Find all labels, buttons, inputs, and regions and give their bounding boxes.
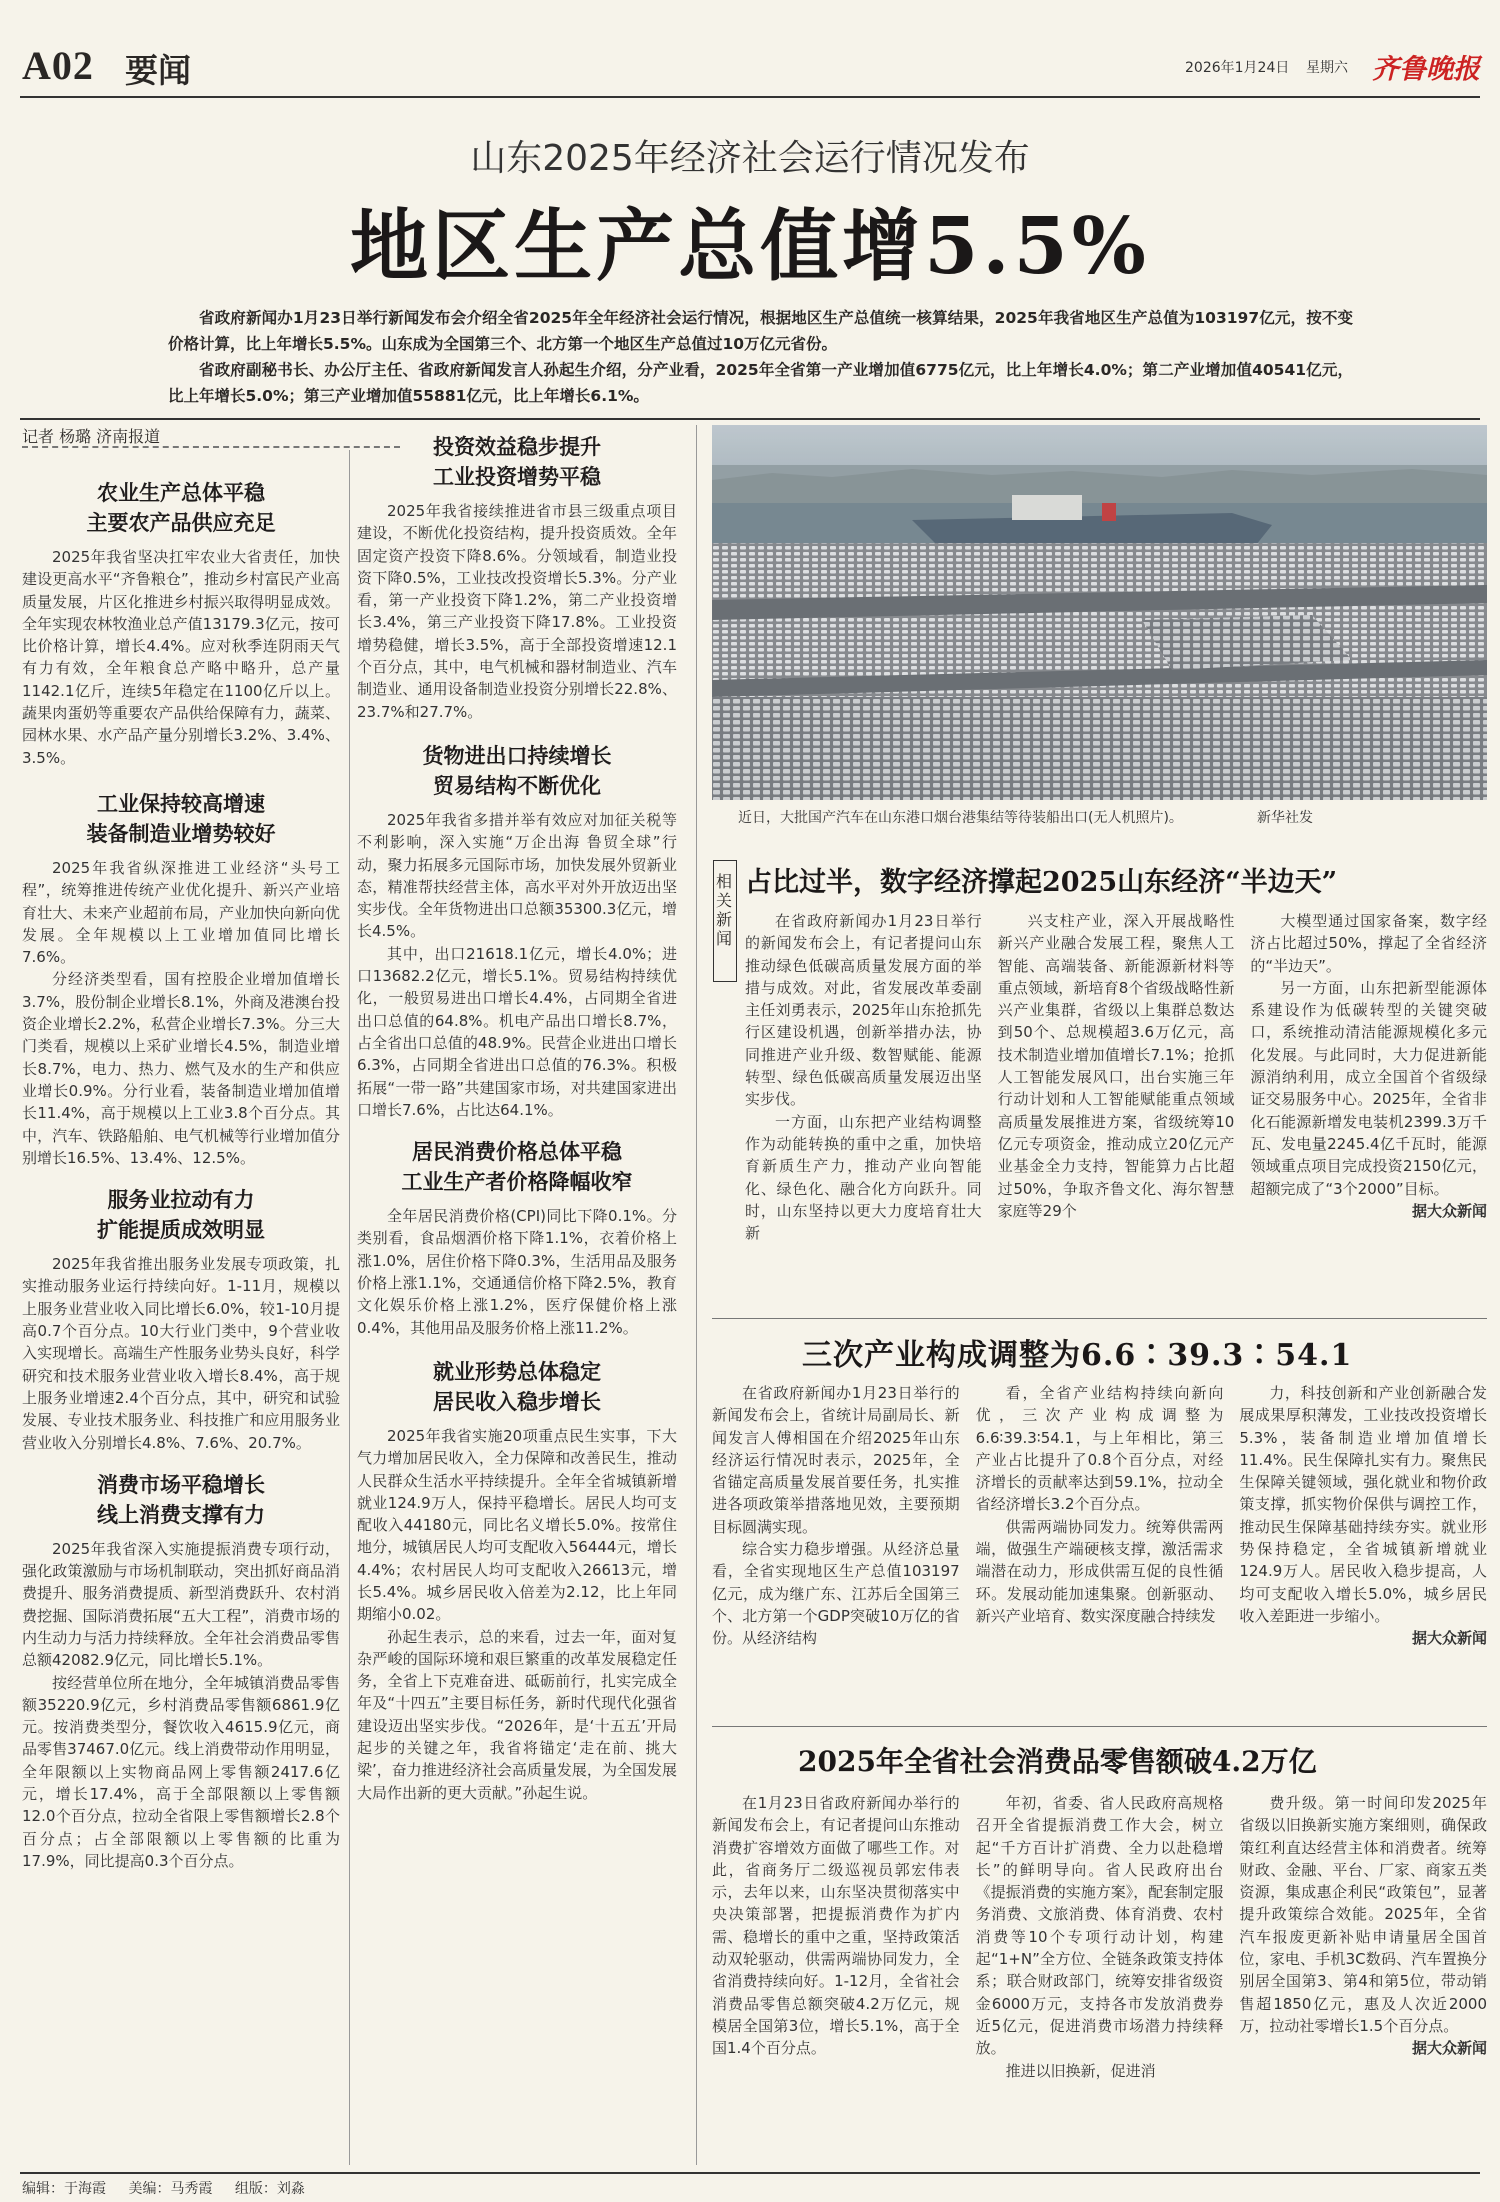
related-article-3 — [712, 1792, 1487, 2082]
source-credit: 据大众新闻 — [1412, 2039, 1488, 2058]
article-subsection — [22, 1185, 340, 1454]
page-number: A02 — [22, 43, 94, 88]
article-column-1 — [22, 478, 340, 1872]
related-headline-3: 2025年全省社会消费品零售额破4.2万亿 — [798, 1745, 1317, 1778]
body-paragraph: 2025年我省实施20项重点民生实事，下大气力增加居民收入，全力保障和改善民生，推动人民群众生活水平持续提升。全年全省城镇新增就业124.9万人，保持平稳增长。居民人均可支配收入44180元，同比名义增长5.0%。按常住地分，城镇居民人均可支配收入56444元，增长4.4%；农村居民人均可支配收入26613元，增长5.4%。城乡居民收入倍差为2.12，比上年同期缩小0.02。 — [357, 1426, 677, 1624]
article-subsection — [357, 1137, 677, 1339]
related-text-column — [1250, 910, 1487, 1244]
related-headline-2: 三次产业构成调整为6.6∶39.3∶54.1 — [802, 1338, 1353, 1373]
body-paragraph: 一方面，山东把产业结构调整作为动能转换的重中之重，加快培育新质生产力，推动产业向智能化、绿色化、融合化方向跃升。同时，山东坚持以更大力度培育壮大新 — [745, 1112, 982, 1243]
related-divider — [712, 1318, 1487, 1319]
article-subsection — [357, 1357, 677, 1804]
subsection-heading — [22, 478, 340, 538]
article-subsection — [357, 741, 677, 1121]
article-subsection — [22, 478, 340, 769]
related-article-1 — [745, 910, 1487, 1244]
body-paragraph: 力，科技创新和产业创新融合发展成果厚积薄发，工业技改投资增长5.3%，装备制造业增加值增长11.4%。民生保障扎实有力。聚焦民生保障关键领域，强化就业和物价政策支撑，抓实物价保供与调控工作，推动民生保障基础持续夯实。就业形势保持稳定，全省城镇新增就业124.9万人。居民收入稳步提高，人均可支配收入增长5.0%，城乡居民收入差距进一步缩小。 — [1239, 1384, 1488, 1625]
masthead-logo: 齐鲁晚报 — [1372, 54, 1480, 85]
subsection-heading — [22, 1185, 340, 1245]
article-subsection — [357, 432, 677, 723]
port-cars-photo-image — [712, 425, 1487, 800]
related-text-column — [1239, 1792, 1487, 2082]
issue-weekday: 星期六 — [1306, 60, 1348, 76]
body-paragraph: 看，全省产业结构持续向新向优，三次产业构成调整为6.6∶39.3∶54.1，与上年相比，第三产业占比提升了0.8个百分点，对经济增长的贡献率达到59.1%，拉动全省经济增长3.2个百分点。 — [975, 1384, 1224, 1514]
body-paragraph: 2025年我省多措并举有效应对加征关税等不利影响，深入实施“万企出海 鲁贸全球”行动，聚力拓展多元国际市场，加快发展外贸新业态，精准帮扶经营主体，高水平对外开放迈出坚实步伐。全年货物进出口总额35300.3亿元，增长4.5%。 — [357, 810, 677, 941]
body-paragraph: 2025年我省推出服务业发展专项政策，扎实推动服务业运行持续向好。1-11月，规模以上服务业营业收入同比增长6.0%，较1-10月提高0.7个百分点。10大行业门类中，9个营业收入实现增长。高端生产性服务业势头良好，科学研究和技术服务业营业收入增长8.4%，高于规上服务业增速2.4个百分点，其中，研究和试验发展、专业技术服务业、科技推广和应用服务业营业收入分别增长4.8%、7.6%、20.7%。 — [22, 1255, 340, 1452]
body-paragraph: 分经济类型看，国有控股企业增加值增长3.7%，股份制企业增长8.1%，外商及港澳台投资企业增长2.2%，私营企业增长7.3%。分三大门类看，规模以上采矿业增长4.5%，制造业增长8.7%，电力、热力、燃气及水的生产和供应业增长0.9%。分行业看，装备制造业增加值增长11.4%，高于规模以上工业3.8个百分点。其中，汽车、铁路船舶、电气机械等行业增加值分别增长16.5%、13.4%、12.5%。 — [22, 970, 340, 1167]
subsection-heading-line: 就业形势总体稳定 — [433, 1359, 601, 1384]
body-paragraph: 兴支柱产业，深入开展战略性新兴产业融合发展工程，聚焦人工智能、高端装备、新能源新材料等重点领域，新培育8个省级战略性新兴产业集群，省级以上集群总数达到50个、总规模超3.6万亿元，高技术制造业增加值增长7.1%；抢抓人工智能发展风口，出台实施三年行动计划和人工智能赋能重点领域高质量发展推进方案，省级统筹10亿元专项资金，推动成立20亿元产业基金全力支持，智能算力占比超过50%，争取齐鲁文化、海尔智慧家庭等29个 — [997, 912, 1235, 1220]
byline-rule — [22, 446, 400, 448]
header-rule — [20, 96, 1480, 98]
subsection-heading-line: 居民消费价格总体平稳 — [412, 1140, 622, 1165]
subsection-heading-line: 工业投资增势平稳 — [433, 465, 601, 489]
subsection-heading-line: 服务业拉动有力 — [107, 1188, 255, 1213]
subsection-heading-line: 扩能提质成效明显 — [97, 1218, 265, 1243]
subsection-heading-line: 贸易结构不断优化 — [433, 773, 601, 798]
body-paragraph: 另一方面，山东把新型能源体系建设作为低碳转型的关键突破口，系统推动清洁能源规模化多元化发展。与此同时，大力促进新能源消纳利用，成立全国首个省级绿证交易服务中心。2025年，全省非化石能源新增发电装机2399.3万千瓦、发电量2245.4亿千瓦时，能源领域重点项目完成投资2150亿元，超额完成了“3个2000”目标。 — [1250, 978, 1488, 1198]
body-paragraph: 全年居民消费价格(CPI)同比下降0.1%。分类别看，食品烟酒价格下降1.1%，衣着价格上涨1.0%，居住价格下降0.3%，生活用品及服务价格上涨1.1%，交通通信价格下降2.5%，教育文化娱乐价格上涨1.2%，医疗保健价格上涨0.4%，其他用品及服务价格上涨11.2%。 — [357, 1207, 677, 1337]
subsection-heading-line: 居民收入稳步增长 — [433, 1389, 601, 1414]
related-text-column — [712, 1382, 960, 1650]
photo-caption-text: 近日，大批国产汽车在山东港口烟台港集结等待装船出口(无人机照片)。 — [738, 810, 1183, 826]
body-paragraph: 2025年我省接续推进省市县三级重点项目建设，不断优化投资结构，提升投资质效。全年固定资产投资下降8.6%。分领域看，制造业投资下降0.5%，工业技改投资增长5.3%。分产业看，第一产业投资下降1.2%，第二产业投资增长3.4%，第三产业投资下降17.8%。工业投资增势稳健，增长3.5%，高于全部投资增速12.1个百分点，其中，电气机械和器材制造业、汽车制造业、通用设备制造业投资分别增长22.8%、23.7%和27.7%。 — [357, 502, 677, 721]
photo-credit: 新华社发 — [1257, 810, 1313, 826]
body-paragraph: 其中，出口21618.1亿元，增长4.0%；进口13682.2亿元，增长5.1%。贸易结构持续优化，一般贸易进出口增长4.4%，占同期全省进出口总值的64.8%。机电产品出口增长8.7%，占全省出口总值的48.9%。民营企业进出口增长6.3%，占同期全省进出口总值的76.3%。积极拓展“一带一路”共建国家市场，对共建国家进出口增长7.6%，占比达64.1%。 — [357, 944, 677, 1119]
subsection-heading-line: 货物进出口持续增长 — [422, 743, 612, 768]
issue-date: 2026年1月24日 — [1185, 60, 1290, 76]
byline: 记者 杨璐 济南报道 — [22, 427, 161, 446]
footer-credits — [22, 2178, 323, 2198]
body-paragraph: 费升级。第一时间印发2025年省级以旧换新实施方案细则，确保政策红利直达经营主体和消费者。统筹财政、金融、平台、厂家、商家五类资源，集成惠企利民“政策包”，显著提升政策综合效能。2025年，全省汽车报废更新补贴申请量居全国首位，家电、手机3C数码、汽车置换分别居全国第3、第4和第5位，带动销售超1850亿元，惠及人次近2000万，拉动社零增长1.5个百分点。 — [1239, 1794, 1488, 2035]
article-column-2 — [357, 432, 677, 1804]
related-divider — [712, 1726, 1487, 1727]
related-text-column — [976, 1792, 1224, 2082]
subsection-heading — [357, 741, 677, 801]
section-name: 要闻 — [125, 51, 191, 90]
lead-paragraph: 省政府新闻办1月23日举行新闻发布会介绍全省2025年全年经济社会运行情况，根据地区生产总值统一核算结果，2025年我省地区生产总值为103197亿元，按不变价格计算，比上年增长5.5%。山东成为全国第三个、北方第一个地区生产总值过10万亿元省份。 — [168, 309, 1353, 353]
subsection-heading-line: 主要农产品供应充足 — [86, 511, 276, 535]
article-subsection — [22, 789, 340, 1169]
related-text-column — [745, 910, 982, 1244]
subsection-heading — [22, 1470, 340, 1530]
subsection-heading-line: 消费市场平稳增长 — [97, 1472, 265, 1497]
body-paragraph: 按经营单位所在地分，全年城镇消费品零售额35220.9亿元，乡村消费品零售额6861.9亿元。按消费类型分，餐饮收入4615.9亿元，商品零售37467.0亿元。线上消费带动作用明显，全年限额以上实物商品网上零售额2417.6亿元，增长17.4%，高于全部限额以上零售额12.0个百分点，拉动全省限上零售额增长2.8个百分点；占全部限额以上零售额的比重为17.9%，同比提高0.3个百分点。 — [22, 1673, 340, 1870]
subsection-heading — [357, 1137, 677, 1197]
related-text-column — [712, 1792, 960, 2082]
body-paragraph: 供需两端协同发力。统筹供需两端，做强生产端硬核支撑，激活需求端潜在动力，形成供需互促的良性循环。发展动能加速集聚。创新驱动、新兴产业培育、数实深度融合持续发 — [975, 1517, 1224, 1625]
body-paragraph: 大模型通过国家备案，数字经济占比超过50%，撑起了全省经济的“半边天”。 — [1250, 912, 1488, 975]
related-text-column — [976, 1382, 1224, 1650]
editor-credit: 编辑：于海霞 — [22, 2181, 106, 2197]
column-divider — [349, 450, 350, 2165]
photo-caption — [712, 807, 1487, 827]
related-text-column — [1239, 1382, 1487, 1650]
subsection-heading-line: 农业生产总体平稳 — [97, 481, 265, 505]
subsection-heading — [357, 1357, 677, 1417]
related-article-2 — [712, 1382, 1487, 1650]
related-headline-1: 占比过半，数字经济撑起2025山东经济“半边天” — [745, 867, 1338, 898]
article-lead — [168, 305, 1353, 409]
port-cars-photo — [712, 425, 1487, 800]
subsection-heading-line: 线上消费支撑有力 — [97, 1502, 265, 1527]
subsection-heading-line: 工业生产者价格降幅收窄 — [401, 1170, 633, 1195]
body-paragraph: 孙起生表示，总的来看，过去一年，面对复杂严峻的国际环境和艰巨繁重的改革发展稳定任务，全省上下克难奋进、砥砺前行，扎实完成全年及“十四五”主要目标任务，新时代现代化强省建设迈出坚实步伐。“2026年，是‘十五五’开局起步的关键之年，我省将锚定‘走在前、挑大梁’，奋力推进经济社会高质量发展，为全国发展大局作出新的更大贡献。”孙起生说。 — [357, 1627, 677, 1802]
designer-credit: 美编：马秀霞 — [128, 2181, 213, 2197]
source-credit: 据大众新闻 — [1412, 1629, 1488, 1648]
article-kicker: 山东2025年经济社会运行情况发布 — [470, 138, 1030, 179]
subsection-heading-line: 投资效益稳步提升 — [433, 435, 601, 459]
subsection-heading-line: 工业保持较高增速 — [97, 791, 265, 816]
related-news-tag: 相关新闻 — [716, 872, 733, 948]
subsection-heading — [22, 789, 340, 849]
article-headline: 地区生产总值增5.5% — [350, 201, 1150, 292]
body-paragraph: 推进以旧换新，促进消 — [1005, 2061, 1156, 2080]
subsection-heading-line: 装备制造业增势较好 — [86, 821, 276, 846]
column-divider — [696, 425, 697, 2165]
body-paragraph: 在省政府新闻办1月23日举行的新闻发布会上，有记者提问山东推动绿色低碳高质量发展方面的举措与成效。对此，省发展改革委副主任刘勇表示，2025年山东抢抓先行区建设机遇，创新举措办法，协同推进产业升级、数智赋能、能源转型、绿色低碳高质量发展迈出坚实步伐。 — [745, 912, 982, 1109]
body-paragraph: 在1月23日省政府新闻办举行的新闻发布会上，有记者提问山东推动消费扩容增效方面做了哪些工作。对此，省商务厅二级巡视员郭宏伟表示，去年以来，山东坚决贯彻落实中央决策部署，把提振消费作为扩内需、稳增长的重中之重，坚持政策活动双轮驱动，供需两端协同发力，全省消费持续向好。1-12月，全省社会消费品零售总额突破4.2万亿元，规模居全国第3位，增长5.1%，高于全国1.4个百分点。 — [712, 1794, 960, 2058]
body-paragraph: 在省政府新闻办1月23日举行的新闻发布会上，省统计局副局长、新闻发言人傅相国在介绍2025年山东经济运行情况时表示，2025年，全省锚定高质量发展首要任务，扎实推进各项政策举措落地见效，主要预期目标圆满实现。 — [712, 1384, 960, 1536]
article-subsection — [22, 1470, 340, 1872]
body-paragraph: 2025年我省纵深推进工业经济“头号工程”，统筹推进传统产业优化提升、新兴产业培育壮大、未来产业超前布局，产业加快向新向优发展。全年规模以上工业增加值同比增长7.6%。 — [22, 858, 340, 967]
body-paragraph: 年初，省委、省人民政府高规格召开全省提振消费工作大会，树立起“千方百计扩消费、全力以赴稳增长”的鲜明导向。省人民政府出台《提振消费的实施方案》，配套制定服务消费、文旅消费、体育消费、农村消费等10个专项行动计划，构建起“1+N”全方位、全链条政策支持体系；联合财政部门，统筹安排省级资金6000万元，支持各市发放消费券近5亿元，促进消费市场潜力持续释放。 — [975, 1794, 1224, 2058]
body-paragraph: 综合实力稳步增强。从经济总量看，全省实现地区生产总值103197亿元，成为继广东、江苏后全国第三个、北方第一个GDP突破10万亿的省份。从经济结构 — [712, 1540, 960, 1648]
lead-rule — [20, 418, 1480, 420]
footer-rule — [20, 2172, 1480, 2174]
proofreader-credit: 组版：刘淼 — [234, 2181, 305, 2197]
related-text-column — [998, 910, 1235, 1244]
body-paragraph: 2025年我省深入实施提振消费专项行动，强化政策激励与市场机制联动，突出抓好商品消费提升、服务消费提质、新型消费跃升、农村消费挖掘、国际消费拓展“五大工程”，消费市场的内生动力与活力持续释放。全年社会消费品零售总额42082.9亿元，同比增长5.1%。 — [22, 1539, 340, 1670]
source-credit: 据大众新闻 — [1412, 1201, 1488, 1220]
body-paragraph: 2025年我省坚决扛牢农业大省责任，加快建设更高水平“齐鲁粮仓”，推动乡村富民产业高质量发展，片区化推进乡村振兴取得明显成效。全年实现农林牧渔业总产值13179.3亿元，按可比价格计算，增长4.4%。应对秋季连阴雨天气有力有效，全年粮食总产略中略升，总产量1142.1亿斤，连续5年稳定在1100亿斤以上。蔬果肉蛋奶等重要农产品供给保障有力，蔬菜、园林水果、水产品产量分别增长3.2%、3.4%、3.5%。 — [22, 548, 340, 767]
subsection-heading — [357, 432, 677, 492]
lead-paragraph: 省政府副秘书长、办公厅主任、省政府新闻发言人孙起生介绍，分产业看，2025年全省第一产业增加值6775亿元，比上年增长4.0%；第二产业增加值40541亿元，比上年增长5.0%；第三产业增加值55881亿元，比上年增长6.1%。 — [168, 361, 1353, 405]
